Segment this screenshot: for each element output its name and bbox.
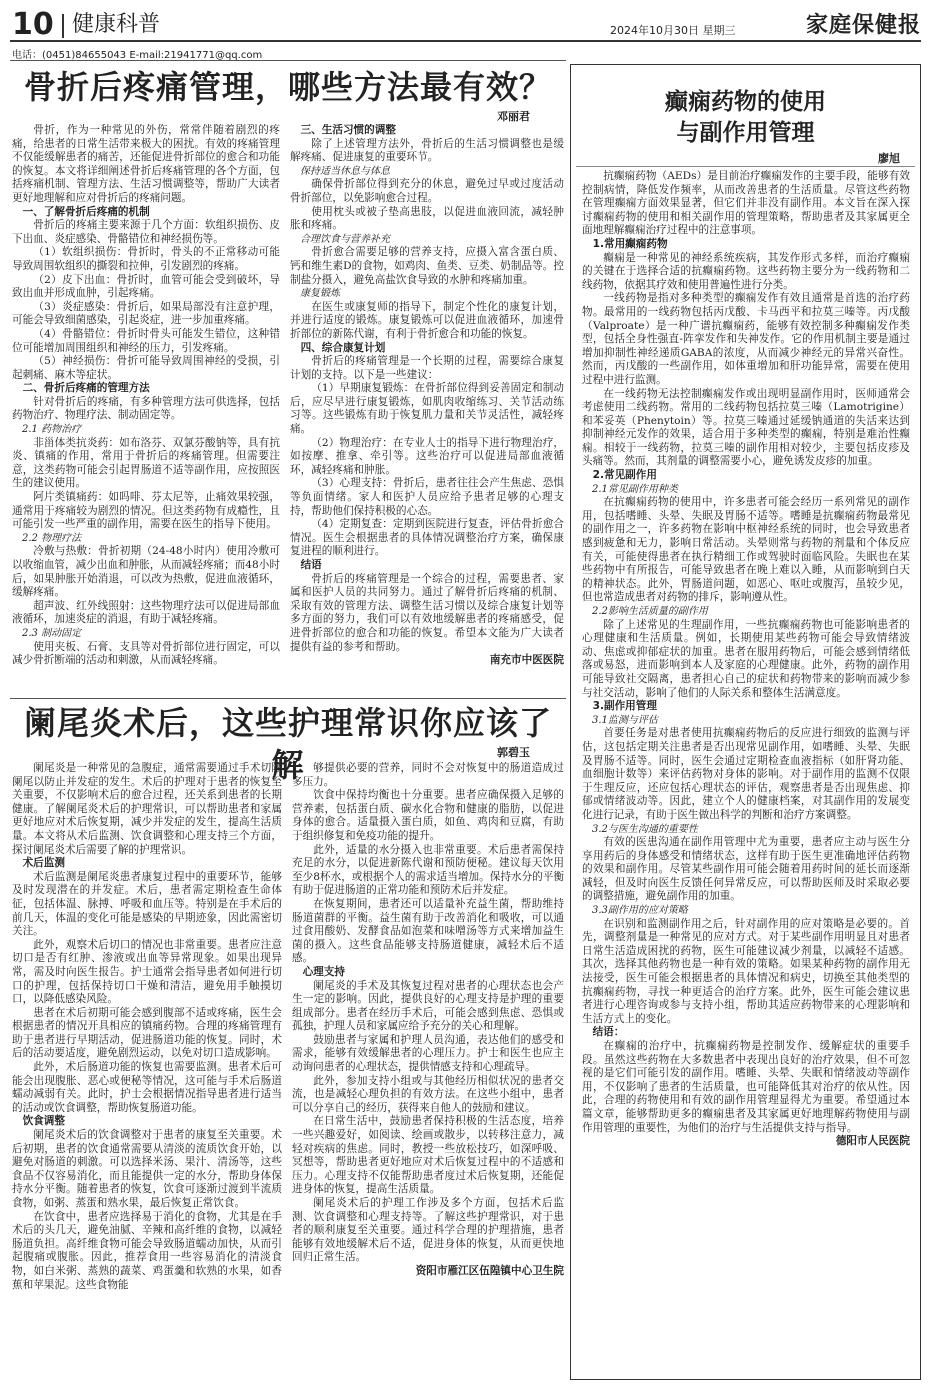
paragraph: 阑尾炎术后的护理工作涉及多个方面，包括术后监测、饮食调整和心理支持等。了解这些护理常识，对于患者的顺利康复至关重要。通过科学合理的护理措施，患者能够有效地缓解术后不适，促进身体的恢复，从而更快地回归正常生活。 bbox=[292, 1197, 564, 1264]
section-heading: 2.常见副作用 bbox=[592, 469, 657, 482]
paragraph: 癫痫是一种常见的神经系统疾病，其发作形式多样，而治疗癫痫的关键在于选择合适的抗癫痫药物。这些药物主要分为一线药物和二线药物，依据其疗效和使用普遍性进行分类。 bbox=[582, 251, 910, 291]
subheading: 康复锻炼 bbox=[300, 288, 340, 300]
paragraph: （4）骨骼错位：骨折时骨头可能发生错位，这种错位可能增加周围组织和神经的压力，引发疼痛。 bbox=[12, 327, 280, 354]
article1-author: 邓丽君 bbox=[497, 110, 530, 123]
paragraph: 使用枕头或被子垫高患肢，以促进血液回流，减轻肿胀和疼痛。 bbox=[290, 205, 564, 232]
paragraph: 骨折后的疼痛主要来源于几个方面：软组织损伤、皮下出血、炎症感染、骨骼错位和神经损伤等。 bbox=[12, 219, 280, 245]
paragraph: 骨折愈合需要足够的营养支持，应摄入富含蛋白质、钙和维生素D的食物，如鸡肉、鱼类、豆类、奶制品等。控制盐分摄入，避免高盐饮食导致的水肿和疼痛加重。 bbox=[290, 246, 564, 286]
subheading: 2.2 物理疗法 bbox=[22, 532, 82, 544]
paper-name: 家庭保健报 bbox=[805, 12, 921, 38]
article-divider bbox=[10, 698, 566, 699]
paragraph: 够提供必要的营养，同时不会对恢复中的肠道造成过多压力。 bbox=[292, 762, 564, 788]
paragraph: （1）软组织损伤：骨折时，骨头的不正常移动可能导致周围软组织的撕裂和拉伸，引发剧烈的疼痛。 bbox=[12, 246, 280, 272]
subheading: 保持适当休息与体息 bbox=[300, 165, 390, 177]
paragraph: 阑尾炎的手术及其恢复过程对患者的心理状态也会产生一定的影响。因此，提供良好的心理支持是护理的重要组成部分。患者在经历手术后，可能会感到焦虑、恐惧或孤独，护理人员和家属应给予充分的关心和理解。 bbox=[292, 979, 564, 1033]
article3-title bbox=[570, 86, 921, 148]
paragraph: 在恢复期间，患者还可以适量补充益生菌，帮助维持肠道菌群的平衡。益生菌有助于改善消化和吸收，可以通过食用酸奶、发酵食品如泡菜和味噌汤等方式来增加益生菌的摄入。这些食品能够支持肠道健康，减轻术后不适感。 bbox=[292, 897, 564, 965]
article3-author: 廖旭 bbox=[878, 152, 900, 165]
credit: 南充市中医医院 bbox=[489, 654, 564, 667]
subheading: 2.3 制动固定 bbox=[22, 627, 82, 639]
article2-title: 阑尾炎术后，这些护理常识你应该了解 bbox=[23, 704, 552, 784]
paragraph: 在饮食中，患者应选择易于消化的食物，尤其是在手术后的头几天，避免油腻、辛辣和高纤维的食物，以减轻肠道负担。高纤维食物可能会导致肠道蠕动加快，从而引起腹痛或腹胀。因此，推荐食用一些容易消化的清淡食物，如白米粥、蒸熟的蔬菜、鸡蛋羹和软熟的水果，如香蕉和苹果泥。这些食物能 bbox=[12, 1210, 282, 1291]
subheading: 3.1监测与评估 bbox=[592, 714, 658, 726]
paragraph: 饮食中保持均衡也十分重要。患者应确保摄入足够的营养素，包括蛋白质、碳水化合物和健康的脂肪，以促进身体的愈合。适量摄入蛋白质，如鱼、鸡肉和豆腐，有助于组织修复和免疫功能的提升。 bbox=[292, 789, 564, 842]
article3-rule bbox=[576, 166, 915, 167]
subheading: 3.2与医生沟通的重要性 bbox=[592, 823, 698, 835]
paragraph: 此外，术后肠道功能的恢复也需要监测。患者术后可能会出现腹胀、恶心或便秘等情况，这可能与手术后肠道蠕动减弱有关。此时，护士会根据情况指导患者进行适当的活动或饮食调整，帮助恢复肠道功能。 bbox=[12, 1061, 282, 1114]
paragraph: 抗癫痫药物（AEDs）是目前治疗癫痫发作的主要手段，能够有效控制病情，降低发作频率，从而改善患者的生活质量。尽管这些药物在管理癫痫方面效果显著，但它们并非没有副作用。本文旨在深入探讨癫痫药物的使用和相关副作用的管理策略，帮助患者及其家属更全面地理解癫痫治疗过程中的注意事项。 bbox=[582, 170, 910, 237]
article2-column-right bbox=[292, 762, 564, 1384]
section-heading: 术后监测 bbox=[22, 857, 65, 870]
paragraph: 超声波、红外线照射：这些物理疗法可以促进局部血液循环，加速炎症的消退，有助于减轻疼痛。 bbox=[12, 599, 280, 626]
paragraph: 骨折后的疼痛管理是一个长期的过程，需要综合康复计划的支持。以下是一些建议： bbox=[290, 355, 564, 381]
subheading: 合理饮食与营养补充 bbox=[300, 233, 390, 245]
subheading: 2.1常见副作用种类 bbox=[592, 483, 678, 495]
paragraph: （4）定期复查：定期到医院进行复查，评估骨折愈合情况。医生会根据患者的具体情况调整治疗方案，确保康复进程的顺利进行。 bbox=[290, 518, 564, 558]
paragraph: 有效的医患沟通在副作用管理中尤为重要，患者应主动与医生分享用药后的身体感受和情绪状态，这样有助于医生更准确地评估药物的效果和副作用。尽管某些副作用可能会随着用药时间的延长而逐渐减轻，但及时向医生反馈任何异常反应，可以帮助医师及时采取必要的调整措施，避免副作用的加重。 bbox=[582, 836, 910, 903]
section-heading: 一、了解骨折后疼痛的机制 bbox=[22, 205, 150, 218]
section-heading: 饮食调整 bbox=[22, 1115, 65, 1128]
paragraph: 针对骨折后的疼痛，有多种管理方法可供选择，包括药物治疗、物理疗法、制动固定等。 bbox=[12, 395, 280, 422]
paragraph: （2）物理治疗：在专业人士的指导下进行物理治疗，如按摩、推拿、牵引等。这些治疗可以促进局部血液循环，减轻疼痛和肿胀。 bbox=[290, 436, 564, 476]
paragraph: 在日常生活中，鼓励患者保持积极的生活态度，培养一些兴趣爱好，如阅读、绘画或散步，以转移注意力，减轻对疾病的焦虑。同时，教授一些放松技巧，如深呼吸、冥想等，帮助患者更好地应对术后恢复过程中的不适感和压力。心理支持不仅能帮助患者度过术后恢复期，还能促进身体的恢复，提高生活质量。 bbox=[292, 1115, 564, 1196]
section-heading: 二、骨折后疼痛的管理方法 bbox=[22, 382, 150, 395]
credit: 德阳市人民医院 bbox=[835, 1135, 910, 1148]
contact-info: 电话：(0451)84655043 E-mail:21941771@qq.com bbox=[12, 50, 263, 61]
subheading: 2.1 药物治疗 bbox=[22, 424, 82, 436]
paragraph: 此外，观察术后切口的情况也非常重要。患者应注意切口是否有红肿、渗液或出血等异常现象。如果出现异常，需及时向医生报告。护士通常会指导患者如何进行切口的护理，包括保持切口干燥和清洁，避免用手触摸切口，以降低感染风险。 bbox=[12, 938, 282, 1006]
paragraph: 确保骨折部位得到充分的休息，避免过早或过度活动骨折部位，以免影响愈合过程。 bbox=[290, 178, 564, 204]
article3-title-line1: 癫痫药物的使用 bbox=[665, 88, 826, 115]
subheading: 2.2影响生活质量的副作用 bbox=[592, 606, 708, 617]
contact-rule bbox=[10, 60, 566, 61]
issue-date: 2024年10月30日 星期三 bbox=[610, 24, 736, 37]
paragraph: 在抗癫痫药物的使用中，许多患者可能会经历一系列常见的副作用，包括嗜睡、头晕、失眠及胃肠不适等。嗜睡是抗癫痫药物最常见的副作用之一，许多药物在影响中枢神经系统的同时，也会导致患者感到疲惫和无力，影响日常活动。头晕则常与药物的剂量和个体反应有关，可能使得患者在执行精细工作或驾驶时面临风险。失眠也在某些药物中有所报告，可能导致患者在晚上难以入睡，从而影响到白天的精神状态。此外，胃肠道问题，如恶心、呕吐或腹泻，虽较少见，但也常造成患者对药物的排斥，影响遵从性。 bbox=[582, 496, 910, 604]
paragraph: 使用夹板、石膏、支具等对骨折部位进行固定，可以减少骨折断端的活动和刺激，从而减轻疼痛。 bbox=[12, 640, 280, 667]
paragraph: 术后监测是阑尾炎患者康复过程中的重要环节，能够及时发现潜在的并发症。术后，患者需定期检查生命体征，包括体温、脉搏、呼吸和血压等。特别是在手术后的前几天，体温的变化可能是感染的早期迹象，因此需密切关注。 bbox=[12, 870, 282, 938]
article1-column-left bbox=[12, 124, 280, 696]
article3-title-line2: 与副作用管理 bbox=[676, 119, 815, 146]
paragraph: 鼓励患者与家属和护理人员沟通，表达他们的感受和需求，能够有效缓解患者的心理压力。护士和医生也应主动询问患者的心理状态，提供情感支持和心理疏导。 bbox=[292, 1033, 564, 1074]
page-number: 10 bbox=[12, 7, 54, 42]
paragraph: 骨折，作为一种常见的外伤，常常伴随着剧烈的疼痛，给患者的日常生活带来极大的困扰。有效的疼痛管理不仅能缓解患者的痛苦，还能促进骨折部位的愈合和功能的恢复。本文将详细阐述骨折后疼痛管理的各个方面，包括疼痛机制、管理方法、生活习惯调整等，帮助广大读者更好地理解和应对骨折后的疼痛问题。 bbox=[12, 124, 280, 204]
article2-column-left bbox=[12, 762, 282, 1384]
paragraph: 阑尾炎术后的饮食调整对于患者的康复至关重要。术后初期，患者的饮食通常需要从清淡的流质饮食开始，以避免对肠道的刺激。可以选择米汤、果汁、清汤等，这些食品不仅容易消化，而且能提供一定的水分，帮助身体保持水分平衡。随着患者的恢复，饮食可逐渐过渡到半流质食物，如粥、蒸蛋和熟水果，最后恢复正常饮食。 bbox=[12, 1129, 282, 1209]
paragraph: 在识别和监测副作用之后，针对副作用的应对策略是必要的。首先，调整剂量是一种常见的应对方式。对于某些副作用明显且对患者日常生活造成困扰的药物，医生可能建议减少剂量，以减轻不适感。其次，选择其他药物也是一种有效的策略。如果某种药物的副作用无法接受，医生可能会根据患者的具体情况和病史，切换至其他类型的抗癫痫药物，寻找一种更适合的治疗方案。此外，医生可能会建议患者进行心理咨询或参与支持小组，帮助其适应药物带来的心理影响和生活方式上的变化。 bbox=[582, 917, 910, 1025]
paragraph: 此外，适量的水分摄入也非常重要。术后患者需保持充足的水分，以促进新陈代谢和预防便秘。建议每天饮用至少8杯水，或根据个人的需求适当增加。保持水分的平衡有助于促进肠道的正常功能和预防术后并发症。 bbox=[292, 843, 564, 897]
credit: 资阳市雁江区伍隍镇中心卫生院 bbox=[415, 1264, 564, 1277]
paragraph: 阿片类镇痛药：如吗啡、芬太尼等，止痛效果较强，通常用于疼痛较为剧烈的情况。但这类药物有成瘾性，且可能引发一些严重的副作用，需要在医生的指导下使用。 bbox=[12, 491, 280, 531]
article2-author: 郭碧玉 bbox=[497, 746, 530, 759]
masthead bbox=[10, 8, 921, 42]
paragraph: 除了上述常见的生理副作用，一些抗癫痫药物也可能影响患者的心理健康和生活质量。例如，长期使用某些药物可能会导致情绪波动、焦虑或抑郁症状的加重。患者在服用药物后，可能会感到情绪低落或易怒，进而影响到本人及家庭的心理健康。此外，药物的副作用可能导致社交隔离，患者担心自己的症状和药物带来的影响而减少参与社交活动，影响了他们的人际关系和整体生活满意度。 bbox=[582, 618, 910, 699]
paragraph: 一线药物是指对多种类型的癫痫发作有效且通常是首选的治疗药物。最常用的一线药物包括丙戊酸、卡马西平和拉莫三嗪等。丙戊酸（Valproate）是一种广谱抗癫痫药，能够有效控制多种癫痫发作类型，包括全身性强直-阵挛发作和失神发作。它的作用机制主要是通过增加抑制性神经递质GABA的浓度，从而减少神经元的异常兴奋性。然而，丙戊酸的一些副作用，如体重增加和肝功能异常，需要在使用过程中进行监测。 bbox=[582, 292, 910, 386]
section-heading: 3.副作用管理 bbox=[592, 700, 657, 713]
paragraph: 除了上述管理方法外，骨折后的生活习惯调整也是缓解疼痛、促进康复的重要环节。 bbox=[290, 137, 564, 164]
section-heading: 1.常用癫痫药物 bbox=[592, 237, 668, 250]
paragraph: （1）早期康复锻炼：在骨折部位得到妥善固定和制动后，应尽早进行康复锻炼，如肌肉收缩练习、关节活动练习等。这些锻炼有助于恢复肌力量和关节灵活性，减轻疼痛。 bbox=[290, 382, 564, 436]
paragraph: （5）神经损伤：骨折可能导致周围神经的受损，引起刺痛、麻木等症状。 bbox=[12, 355, 280, 381]
article3-body bbox=[582, 170, 910, 1376]
paragraph: 此外，参加支持小组或与其他经历相似状况的患者交流，也是减轻心理负担的有效方法。在这些小组中，患者可以分享自己的经历，获得来自他人的鼓励和建议。 bbox=[292, 1074, 564, 1114]
paragraph: 骨折后的疼痛管理是一个综合的过程，需要患者、家属和医护人员的共同努力。通过了解骨折后疼痛的机制、采取有效的管理方法、调整生活习惯以及综合康复计划等多方面的努力，我们可以有效地缓解患者的疼痛感受，促进骨折部位的愈合和功能的恢复。希望本文能为广大读者提供有益的参考和帮助。 bbox=[290, 572, 564, 653]
section-heading: 心理支持 bbox=[302, 965, 345, 978]
paragraph: 非甾体类抗炎药：如布洛芬、双氯芬酸钠等，具有抗炎、镇痛的作用，常用于骨折后的疼痛管理。但需要注意，这类药物可能会引起胃肠道不适等副作用，应按照医生的建议使用。 bbox=[12, 436, 280, 490]
article1-column-right bbox=[290, 124, 564, 696]
section-heading: 结语 bbox=[300, 559, 322, 571]
section-name: 健康科普 bbox=[72, 12, 161, 37]
article1-title: 骨折后疼痛管理，哪些方法最有效？ bbox=[23, 68, 552, 106]
section-heading: 四、综合康复计划 bbox=[300, 341, 386, 354]
paragraph: 患者在术后初期可能会感到腹部不适或疼痛，医生会根据患者的情况开具相应的镇痛药物。合理的疼痛管理有助于患者进行早期活动，促进肠道功能的恢复。同时，术后的活动要适度，避免剧烈运动，以免对切口造成影响。 bbox=[12, 1006, 282, 1060]
subheading: 3.3副作用的应对策略 bbox=[592, 905, 688, 917]
paragraph: 首要任务是对患者使用抗癫痫药物后的反应进行细致的监测与评估，这包括定期关注患者是否出现常见副作用，如嗜睡、头晕、失眠及胃肠不适等。同时，医生会通过定期检查血液指标（如肝肾功能、血细胞计数等）来评估药物对身体的影响。对于副作用的监测不仅限于生理反应，还应包括心理状态的评估，观察患者是否出现焦虑、抑郁或情绪波动等。因此，建立个人的健康档案，对其副作用的发展变化进行记录，有助于医生做出科学的判断和治疗方案调整。 bbox=[582, 727, 910, 821]
paragraph: 在一线药物无法控制癫痫发作或出现明显副作用时，医师通常会考虑使用二线药物。常用的二线药物包括拉莫三嗪（Lamotrigine）和苯妥英（Phenytoin）等。拉莫三嗪通过延缓钠通道的失活来达到抑制神经元发作的效果，适合用于多种类型的癫痫，特别是难治性癫痫。相较于一线药物，拉莫三嗪的副作用相对较少，主要包括皮疹及头痛等。然而，其剂量的调整需要小心，避免诱发皮疹的加重。 bbox=[582, 387, 910, 468]
paragraph: 冷敷与热敷：骨折初期（24-48小时内）使用冷敷可以收缩血管，减少出血和肿胀，从而减轻疼痛；而48小时后，如果肿胀开始消退，可以改为热敷，促进血液循环，缓解疼痛。 bbox=[12, 545, 280, 599]
section-heading: 结语： bbox=[592, 1026, 625, 1039]
paragraph: 在癫痫的治疗中，抗癫痫药物是控制发作、缓解症状的重要手段。虽然这些药物在大多数患者中表现出良好的治疗效果，但不可忽视的是它们可能引发的副作用。嗜睡、头晕、失眠和情绪波动等副作用，不仅影响了患者的生活质量，也可能降低其对治疗的依从性。因此，合理的药物使用和有效的副作用管理显得尤为重要。希望通过本篇文章，能够帮助更多的癫痫患者及其家属更好地理解药物使用与副作用管理的重要性，为他们的治疗与生活提供支持与指导。 bbox=[582, 1040, 910, 1134]
paragraph: 阑尾炎是一种常见的急腹症，通常需要通过手术切除阑尾以防止并发症的发生。术后的护理对于患者的恢复至关重要，不仅影响术后的愈合过程，还关系到患者的长期健康。了解阑尾炎术后的护理常识，可以帮助患者和家属更好地应对术后恢复期，减少并发症的发生，提高生活质量。本文将从术后监测、饮食调整和心理支持三个方面，探讨阑尾炎术后需要了解的护理常识。 bbox=[12, 762, 282, 856]
paragraph: （3）炎症感染：骨折后，如果局部没有注意护理，可能会导致细菌感染，引起炎症，进一步加重疼痛。 bbox=[12, 300, 280, 327]
paragraph: （2）皮下出血：骨折时，血管可能会受到破坏，导致出血并形成血肿，引起疼痛。 bbox=[12, 273, 280, 300]
paragraph: 在医生或康复师的指导下，制定个性化的康复计划，并进行适度的锻炼。康复锻炼可以促进血液循环，加速骨折部位的新陈代谢，有利于骨折愈合和功能的恢复。 bbox=[290, 300, 564, 340]
section-heading: 三、生活习惯的调整 bbox=[300, 124, 396, 136]
masthead-divider bbox=[62, 14, 64, 38]
paragraph: （3）心理支持：骨折后，患者往往会产生焦虑、恐惧等负面情绪。家人和医护人员应给予患者足够的心理支持，帮助他们保持积极的心态。 bbox=[290, 477, 564, 517]
